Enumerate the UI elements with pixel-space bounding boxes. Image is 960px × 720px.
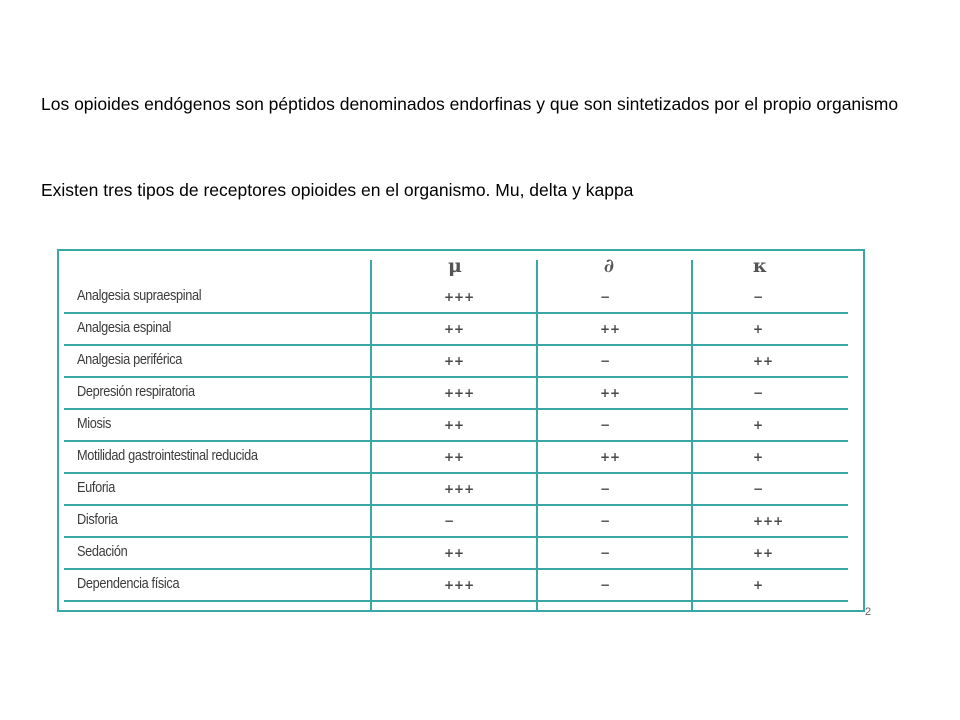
cell-kappa: + bbox=[753, 578, 764, 592]
cell-delta: − bbox=[600, 514, 611, 528]
row-label: Depresión respiratoria bbox=[77, 384, 195, 400]
row-divider bbox=[64, 536, 848, 538]
row-divider bbox=[64, 568, 848, 570]
row-label: Euforia bbox=[77, 480, 115, 496]
cell-delta: ++ bbox=[600, 322, 621, 336]
footnote-marker: 2 bbox=[865, 606, 872, 618]
receptors-paragraph: Existen tres tipos de receptores opioides en el organismo. Mu, delta y kappa bbox=[41, 180, 634, 200]
row-divider bbox=[64, 376, 848, 378]
cell-mu: − bbox=[444, 514, 455, 528]
cell-kappa: ++ bbox=[753, 546, 774, 560]
cell-delta: − bbox=[600, 482, 611, 496]
cell-mu: ++ bbox=[444, 418, 465, 432]
cell-kappa: ++ bbox=[753, 354, 774, 368]
intro-paragraph: Los opioides endógenos son péptidos denominados endorfinas y que son sintetizados por el propio organismo bbox=[41, 94, 899, 114]
cell-kappa: + bbox=[753, 418, 764, 432]
cell-mu: ++ bbox=[444, 322, 465, 336]
row-label: Dependencia física bbox=[77, 576, 180, 592]
cell-delta: − bbox=[600, 578, 611, 592]
cell-delta: − bbox=[600, 354, 611, 368]
row-label: Analgesia espinal bbox=[77, 320, 172, 336]
cell-mu: +++ bbox=[444, 578, 475, 592]
header-mu: μ bbox=[448, 255, 462, 277]
row-label: Disforia bbox=[77, 512, 118, 528]
row-label: Motilidad gastrointestinal reducida bbox=[77, 448, 258, 464]
cell-mu: +++ bbox=[444, 482, 475, 496]
cell-mu: ++ bbox=[444, 450, 465, 464]
row-divider bbox=[64, 408, 848, 410]
cell-mu: +++ bbox=[444, 290, 475, 304]
row-divider bbox=[64, 440, 848, 442]
cell-mu: ++ bbox=[444, 546, 465, 560]
row-label: Analgesia supraespinal bbox=[77, 288, 202, 304]
cell-kappa: − bbox=[753, 482, 764, 496]
cell-delta: − bbox=[600, 290, 611, 304]
cell-mu: ++ bbox=[444, 354, 465, 368]
cell-kappa: +++ bbox=[753, 514, 784, 528]
header-kappa: κ bbox=[752, 255, 768, 277]
cell-delta: ++ bbox=[600, 450, 621, 464]
row-divider bbox=[64, 344, 848, 346]
row-label: Sedación bbox=[77, 544, 128, 560]
row-label: Miosis bbox=[77, 416, 112, 432]
cell-delta: − bbox=[600, 418, 611, 432]
cell-kappa: + bbox=[753, 322, 764, 336]
row-divider bbox=[64, 472, 848, 474]
cell-delta: − bbox=[600, 546, 611, 560]
cell-kappa: + bbox=[753, 450, 764, 464]
cell-mu: +++ bbox=[444, 386, 475, 400]
row-divider bbox=[64, 504, 848, 506]
row-label: Analgesia periférica bbox=[77, 352, 183, 368]
row-divider bbox=[64, 312, 848, 314]
cell-kappa: − bbox=[753, 290, 764, 304]
cell-kappa: − bbox=[753, 386, 764, 400]
header-delta: ∂ bbox=[603, 255, 615, 277]
row-divider bbox=[64, 600, 848, 602]
cell-delta: ++ bbox=[600, 386, 621, 400]
